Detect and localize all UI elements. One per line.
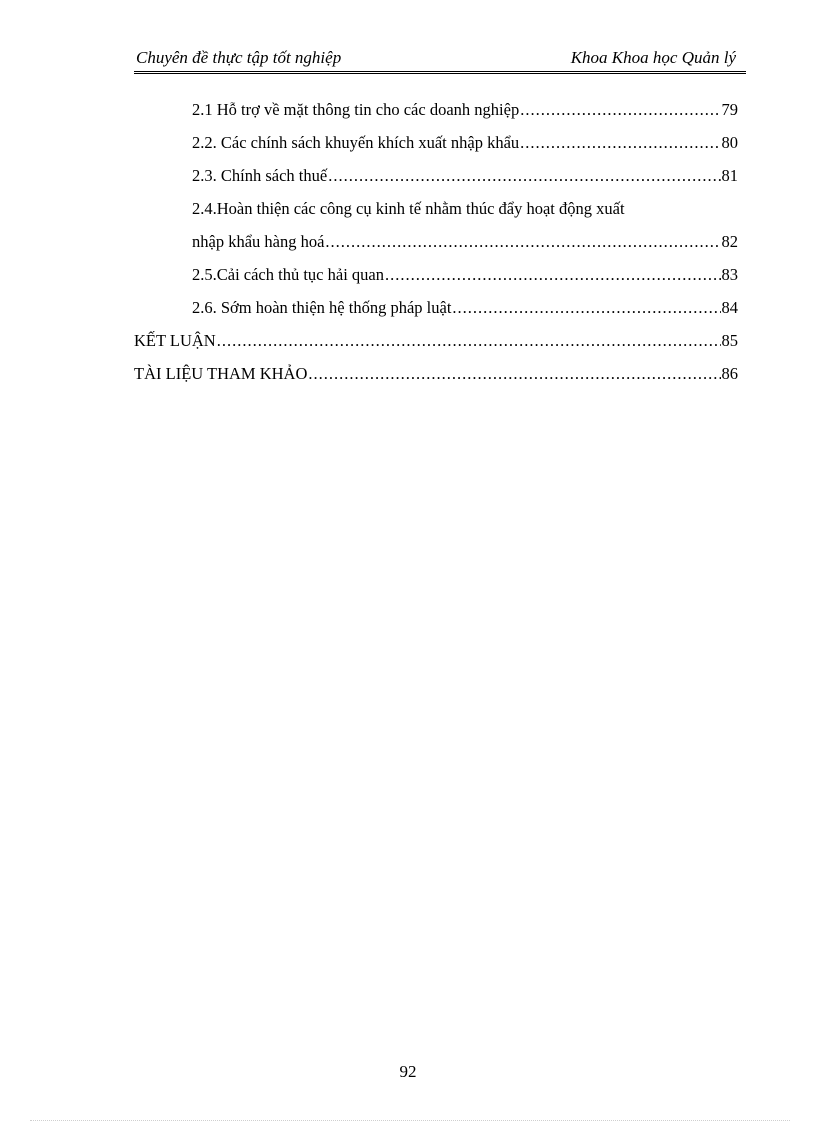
toc-entry-2-2[interactable] <box>134 126 738 159</box>
toc-entry-2-5[interactable] <box>134 258 738 291</box>
toc-entry-page: 86 <box>721 364 738 383</box>
dot-leader <box>520 126 720 159</box>
dot-leader <box>520 93 720 126</box>
toc-entry-title: 2.3. Chính sách thuế <box>192 166 328 185</box>
toc-entry-2-6[interactable] <box>134 291 738 324</box>
toc-entry-title-continued: nhập khẩu hàng hoá <box>192 232 325 251</box>
toc-entry-page: 81 <box>721 166 738 185</box>
table-of-contents <box>134 93 738 390</box>
dot-leader <box>217 324 721 357</box>
toc-entry-title: 2.5.Cải cách thủ tục hải quan <box>192 265 384 284</box>
toc-entry-title: 2.1 Hỗ trợ về mặt thông tin cho các doanh nghiệp <box>192 100 520 119</box>
toc-entry-2-4-line1[interactable] <box>134 192 738 225</box>
toc-entry-2-3[interactable] <box>134 159 738 192</box>
toc-entry-2-1[interactable] <box>134 93 738 126</box>
running-header <box>134 48 746 70</box>
header-double-rule <box>134 71 746 74</box>
toc-entry-page: 79 <box>721 100 738 119</box>
header-faculty-name: Khoa Khoa học Quản lý <box>570 48 736 67</box>
toc-entry-title: KẾT LUẬN <box>134 331 216 350</box>
toc-entry-title: 2.6. Sớm hoàn thiện hệ thống pháp luật <box>192 298 452 317</box>
dot-leader <box>308 357 720 390</box>
dot-leader <box>325 225 720 258</box>
toc-entry-title: 2.2. Các chính sách khuyến khích xuất nhập khẩu <box>192 133 520 152</box>
toc-entry-page: 84 <box>721 298 738 317</box>
toc-entry-ket-luan[interactable] <box>134 324 738 357</box>
header-document-title: Chuyên đề thực tập tốt nghiệp <box>136 48 342 67</box>
toc-entry-page: 85 <box>721 331 738 350</box>
dot-leader <box>328 159 720 192</box>
toc-entry-page: 80 <box>721 133 738 152</box>
page-bottom-border <box>30 1120 790 1121</box>
toc-entry-title: 2.4.Hoàn thiện các công cụ kinh tế nhằm thúc đẩy hoạt động xuất <box>192 199 625 218</box>
toc-entry-page: 82 <box>721 232 738 251</box>
toc-entry-page: 83 <box>721 265 738 284</box>
dot-leader <box>452 291 720 324</box>
toc-entry-2-4-line2[interactable] <box>134 225 738 258</box>
page-number: 92 <box>399 1062 417 1081</box>
toc-entry-tai-lieu-tham-khao[interactable] <box>134 357 738 390</box>
toc-entry-title: TÀI LIỆU THAM KHẢO <box>134 364 308 383</box>
dot-leader <box>385 258 721 291</box>
